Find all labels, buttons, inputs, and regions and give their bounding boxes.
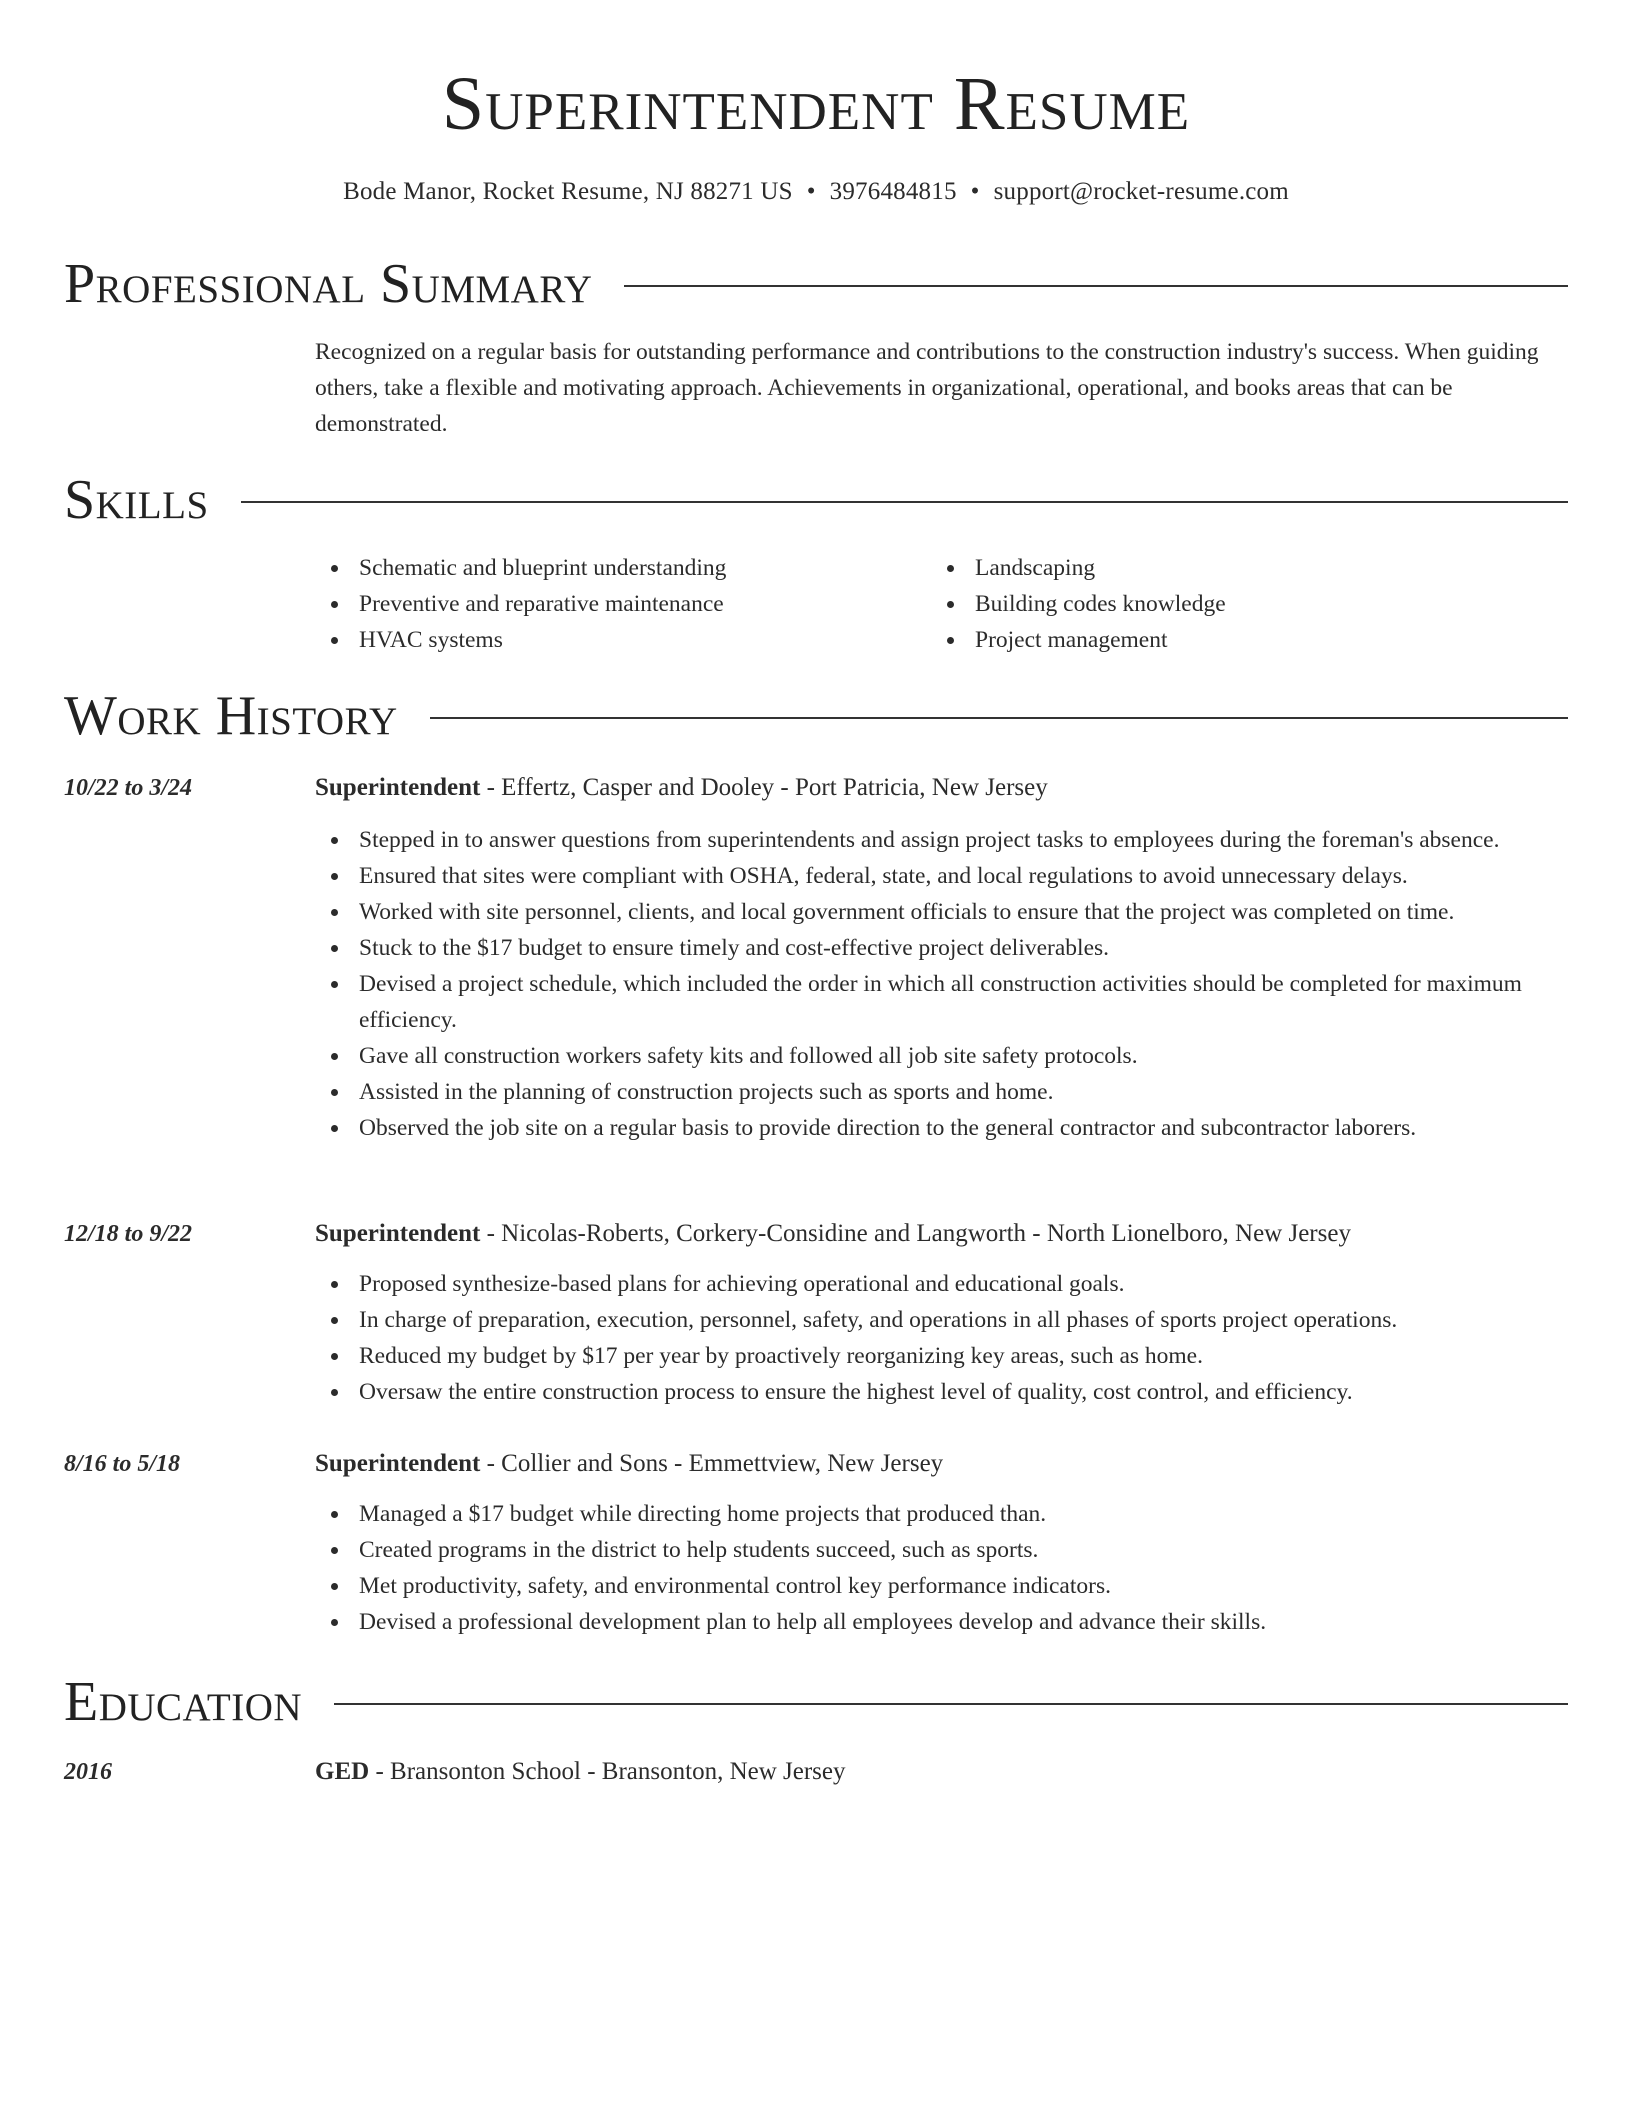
skill-item: Schematic and blueprint understanding [315, 550, 931, 586]
education-school: - Bransonton School - Bransonton, New Jersey [369, 1758, 846, 1785]
job-bullet: Stuck to the $17 budget to ensure timely and cost-effective project deliverables. [315, 930, 1568, 966]
job-bullet: In charge of preparation, execution, personnel, safety, and operations in all phases of sports project operations. [315, 1302, 1568, 1338]
section-title: Skills [64, 469, 209, 531]
section-title: Professional Summary [64, 253, 593, 315]
job-header [315, 1216, 1568, 1252]
job-header [315, 1446, 1568, 1482]
job-bullet: Gave all construction workers safety kits and followed all job site safety protocols. [315, 1038, 1568, 1074]
skills-list [315, 550, 1568, 658]
skill-item: Project management [931, 622, 1547, 658]
contact-separator: • [806, 178, 816, 205]
skill-item: Preventive and reparative maintenance [315, 586, 931, 622]
job-title: Superintendent [315, 774, 481, 801]
skill-item: HVAC systems [315, 622, 931, 658]
job-employer: - Effertz, Casper and Dooley - Port Patricia, New Jersey [480, 774, 1048, 801]
education-date: 2016 [64, 1759, 112, 1785]
contact-address: Bode Manor, Rocket Resume, NJ 88271 US [343, 178, 793, 205]
job-bullet: Devised a project schedule, which included the order in which all construction activities should be completed for maximum efficiency. [315, 966, 1568, 1038]
contact-separator: • [970, 178, 980, 205]
skills-column-right [931, 550, 1547, 658]
job-title: Superintendent [315, 1450, 481, 1477]
job-bullet: Oversaw the entire construction process to ensure the highest level of quality, cost control, and efficiency. [315, 1374, 1568, 1410]
skill-item: Landscaping [931, 550, 1547, 586]
resume-page [64, 0, 1568, 2112]
job-bullet: Met productivity, safety, and environmental control key performance indicators. [315, 1568, 1568, 1604]
job-bullets [315, 822, 1568, 1146]
education-header [315, 1754, 1568, 1790]
job-dates: 12/18 to 9/22 [64, 1221, 193, 1247]
job-title: Superintendent [315, 1220, 481, 1247]
job-bullet: Reduced my budget by $17 per year by proactively reorganizing key areas, such as home. [315, 1338, 1568, 1374]
section-heading-work-history [64, 684, 1568, 748]
section-divider [334, 1703, 1568, 1705]
job-bullets [315, 1496, 1568, 1640]
skill-item: Building codes knowledge [931, 586, 1547, 622]
job-header [315, 770, 1568, 806]
section-heading-skills [64, 468, 1568, 532]
job-bullet: Worked with site personnel, clients, and local government officials to ensure that the project was completed on time. [315, 894, 1568, 930]
education-degree: GED [315, 1758, 370, 1785]
job-bullet: Stepped in to answer questions from superintendents and assign project tasks to employees during the foreman's absence. [315, 822, 1568, 858]
job-employer: - Collier and Sons - Emmettview, New Jersey [480, 1450, 944, 1477]
skills-column-left [315, 550, 931, 658]
page-title: Superintendent Resume [441, 62, 1191, 146]
job-employer: - Nicolas-Roberts, Corkery-Considine and Langworth - North Lionelboro, New Jersey [480, 1220, 1351, 1247]
job-bullets [315, 1266, 1568, 1410]
contact-line [64, 176, 1568, 208]
section-heading-summary [64, 252, 1568, 316]
contact-email: support@rocket-resume.com [993, 178, 1289, 205]
section-divider [241, 501, 1568, 503]
section-divider [430, 717, 1568, 719]
contact-phone: 3976484815 [829, 178, 957, 205]
job-bullet: Managed a $17 budget while directing home projects that produced than. [315, 1496, 1568, 1532]
summary-text: Recognized on a regular basis for outstanding performance and contributions to the construction industry's success. When guiding others, take a flexible and motivating approach. Achievements in organizational, operational, and books areas that can be demonstrated. [315, 339, 1539, 437]
job-dates: 10/22 to 3/24 [64, 775, 193, 801]
job-dates: 8/16 to 5/18 [64, 1451, 181, 1477]
job-bullet: Ensured that sites were compliant with OSHA, federal, state, and local regulations to avoid unnecessary delays. [315, 858, 1568, 894]
section-title: Education [64, 1671, 303, 1733]
job-bullet: Created programs in the district to help students succeed, such as sports. [315, 1532, 1568, 1568]
section-divider [624, 285, 1568, 287]
job-bullet: Observed the job site on a regular basis to provide direction to the general contractor and subcontractor laborers. [315, 1110, 1568, 1146]
job-bullet: Devised a professional development plan to help all employees develop and advance their skills. [315, 1604, 1568, 1640]
job-bullet: Assisted in the planning of construction projects such as sports and home. [315, 1074, 1568, 1110]
section-heading-education [64, 1670, 1568, 1734]
job-bullet: Proposed synthesize-based plans for achieving operational and educational goals. [315, 1266, 1568, 1302]
section-title: Work History [64, 685, 398, 747]
